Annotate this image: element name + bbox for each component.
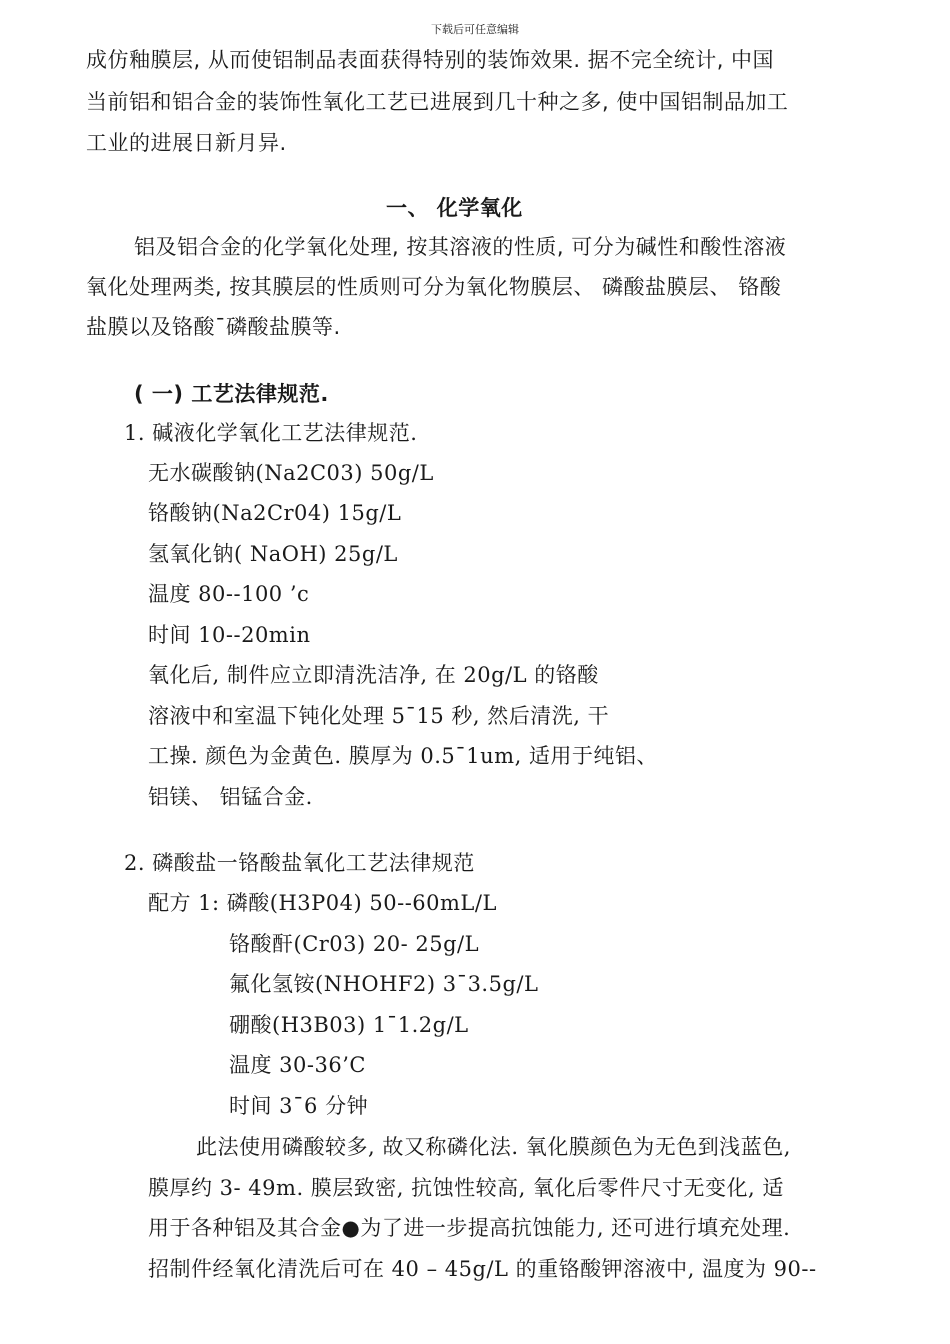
formula-line: 时间 3¯6 分钟 (229, 1094, 369, 1118)
formula-line: 配方 1: 磷酸(H3P04) 50--60mL/L (148, 891, 497, 915)
note-line: 溶液中和室温下钝化处理 5¯15 秒, 然后清洗, 干 (148, 704, 610, 728)
subsection-heading: ( 一) 工艺法律规范. (134, 382, 329, 406)
formula-line: 无水碳酸钠(Na2C03) 50g/L (148, 461, 434, 485)
paragraph-line: 招制件经氧化清洗后可在 40 – 45g/L 的重铬酸钾溶液中, 温度为 90-- (148, 1257, 817, 1281)
formula-line: 铬酸钠(Na2Cr04) 15g/L (148, 501, 402, 525)
formula-line: 氟化氢铵(NHOHF2) 3¯3.5g/L (229, 972, 539, 996)
formula-line: 温度 80--100 ’c (148, 582, 310, 606)
paragraph-line: 氧化处理两类, 按其膜层的性质则可分为氧化物膜层、 磷酸盐膜层、 铬酸 (86, 275, 782, 299)
paragraph-line: 用于各种铝及其合金●为了进一步提高抗蚀能力, 还可进行填充处理. (148, 1216, 791, 1240)
page-header: 下载后可任意编辑 (431, 23, 519, 36)
item-title: 1. 碱液化学氧化工艺法律规范. (124, 421, 418, 445)
formula-line: 硼酸(H3B03) 1¯1.2g/L (229, 1013, 469, 1037)
paragraph-line: 膜厚约 3- 49m. 膜层致密, 抗蚀性较高, 氧化后零件尺寸无变化, 适 (148, 1176, 784, 1200)
note-line: 工操. 颜色为金黄色. 膜厚为 0.5¯1um, 适用于纯铝、 (148, 744, 658, 768)
section-heading: 一、 化学氧化 (386, 196, 523, 220)
formula-line: 铬酸酐(Cr03) 20- 25g/L (229, 932, 480, 956)
note-line: 氧化后, 制件应立即清洗洁净, 在 20g/L 的铬酸 (148, 663, 599, 687)
paragraph-line: 盐膜以及铬酸¯磷酸盐膜等. (86, 315, 341, 339)
intro-line: 工业的进展日新月异. (86, 131, 287, 155)
formula-line: 氢氧化钠( NaOH) 25g/L (148, 542, 398, 566)
intro-line: 成仿釉膜层, 从而使铝制品表面获得特别的装饰效果. 据不完全统计, 中国 (86, 48, 775, 72)
intro-line: 当前铝和铝合金的装饰性氧化工艺已进展到几十种之多, 使中国铝制品加工 (86, 90, 789, 114)
formula-line: 时间 10--20min (148, 623, 311, 647)
paragraph-line: 铝及铝合金的化学氧化处理, 按其溶液的性质, 可分为碱性和酸性溶液 (134, 235, 787, 259)
paragraph-line: 此法使用磷酸较多, 故又称磷化法. 氧化膜颜色为无色到浅蓝色, (196, 1135, 791, 1159)
note-line: 铝镁、 铝锰合金. (148, 785, 313, 809)
formula-line: 温度 30-36’C (229, 1053, 366, 1077)
item-title: 2. 磷酸盐一铬酸盐氧化工艺法律规范 (124, 851, 475, 875)
